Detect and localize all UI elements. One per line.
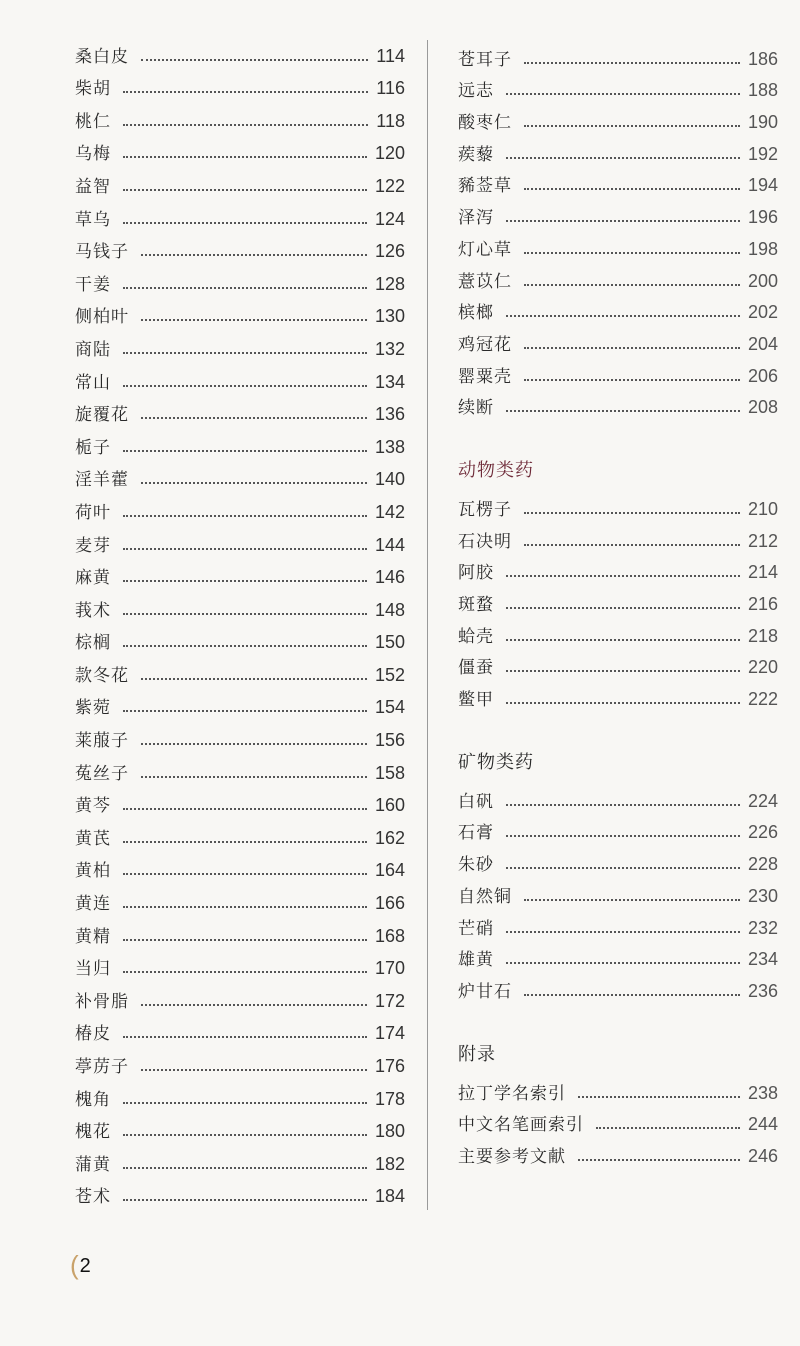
entry-page-number: 166 [374, 893, 405, 914]
toc-entry[interactable] [75, 979, 405, 1012]
toc-entry[interactable] [75, 34, 405, 67]
dot-leader [141, 743, 367, 745]
dot-leader [506, 607, 740, 609]
dot-leader [524, 379, 740, 381]
entry-title: 罂粟壳 [458, 366, 512, 387]
entry-page-number: 230 [747, 885, 778, 906]
entry-title: 紫菀 [75, 698, 111, 719]
entry-page-number: 190 [747, 112, 778, 133]
entry-page-number: 138 [374, 436, 405, 457]
toc-entry[interactable] [75, 490, 405, 523]
entry-page-number: 154 [374, 697, 405, 718]
toc-entry[interactable] [75, 816, 405, 849]
toc-entry[interactable] [458, 292, 778, 324]
entry-title: 鸡冠花 [458, 334, 512, 355]
dot-leader [141, 776, 367, 778]
toc-entry[interactable] [75, 360, 405, 393]
entry-page-number: 118 [376, 110, 405, 131]
toc-entry[interactable] [75, 653, 405, 686]
entry-page-number: 114 [376, 45, 405, 66]
dot-leader [123, 91, 368, 93]
dot-leader [123, 1134, 367, 1136]
entry-page-number: 184 [374, 1186, 405, 1207]
entry-page-number: 192 [747, 143, 778, 164]
entry-title: 槐花 [75, 1122, 111, 1143]
dot-leader [578, 1159, 740, 1161]
entry-page-number: 164 [374, 860, 405, 881]
dot-leader [141, 59, 368, 61]
entry-title: 蒲黄 [75, 1154, 111, 1175]
entry-page-number: 224 [747, 790, 778, 811]
toc-entry[interactable] [458, 165, 778, 197]
entry-page-number: 150 [374, 632, 405, 653]
entry-title: 益智 [75, 176, 111, 197]
dot-leader [524, 188, 740, 190]
toc-entry[interactable] [75, 67, 405, 100]
page-number [70, 1248, 91, 1279]
dot-leader [123, 873, 367, 875]
toc-entry[interactable] [75, 132, 405, 165]
toc-entry[interactable] [75, 881, 405, 914]
toc-entry[interactable] [458, 780, 778, 812]
toc-entry[interactable] [458, 355, 778, 387]
dot-leader [506, 315, 740, 317]
dot-leader [123, 156, 367, 158]
dot-leader [596, 1127, 740, 1129]
entry-title: 黄芪 [75, 828, 111, 849]
dot-leader [524, 347, 740, 349]
dot-leader [524, 252, 740, 254]
entry-title: 干姜 [75, 274, 111, 295]
entry-title: 麻黄 [75, 568, 111, 589]
entry-title: 莪术 [75, 600, 111, 621]
toc-entry[interactable] [75, 914, 405, 947]
toc-entry[interactable] [75, 784, 405, 817]
entry-page-number: 188 [747, 80, 778, 101]
column-divider [427, 40, 428, 1210]
entry-page-number: 178 [374, 1088, 405, 1109]
entry-title: 苍耳子 [458, 49, 512, 70]
entry-title: 桑白皮 [75, 46, 129, 67]
toc-entry[interactable] [75, 588, 405, 621]
entry-page-number: 194 [747, 175, 778, 196]
toc-entry[interactable] [458, 843, 778, 875]
entry-page-number: 234 [747, 949, 778, 970]
toc-entry[interactable] [458, 552, 778, 584]
dot-leader [123, 841, 367, 843]
entry-title: 莱菔子 [75, 731, 129, 752]
toc-entry[interactable] [458, 812, 778, 844]
entry-title: 朱砂 [458, 855, 494, 876]
entry-page-number: 146 [374, 567, 405, 588]
entry-page-number: 126 [374, 241, 405, 262]
toc-entry[interactable] [75, 718, 405, 751]
entry-page-number: 148 [374, 599, 405, 620]
entry-page-number: 158 [374, 762, 405, 783]
dot-leader [123, 548, 367, 550]
entry-title: 侧柏叶 [75, 307, 129, 328]
toc-entry[interactable] [458, 196, 778, 228]
entry-page-number: 168 [374, 925, 405, 946]
toc-entry[interactable] [458, 387, 778, 419]
entry-title: 常山 [75, 372, 111, 393]
dot-leader [578, 1096, 740, 1098]
entry-page-number: 208 [747, 397, 778, 418]
entry-title: 石膏 [458, 823, 494, 844]
toc-entry[interactable] [75, 686, 405, 719]
toc-entry[interactable] [75, 164, 405, 197]
toc-entry[interactable] [75, 1175, 405, 1208]
toc-entry[interactable] [75, 849, 405, 882]
entry-page-number: 186 [747, 48, 778, 69]
entry-page-number: 122 [374, 175, 405, 196]
dot-leader [141, 678, 367, 680]
section-heading: 动物类药 [458, 460, 534, 482]
dot-leader [506, 670, 740, 672]
entry-page-number: 162 [374, 827, 405, 848]
dot-leader [506, 157, 740, 159]
toc-entry[interactable] [75, 230, 405, 263]
dot-leader [123, 906, 367, 908]
entry-page-number: 200 [747, 270, 778, 291]
toc-entry[interactable] [458, 875, 778, 907]
entry-page-number: 180 [374, 1121, 405, 1142]
entry-page-number: 204 [747, 333, 778, 354]
toc-entry[interactable] [458, 520, 778, 552]
toc-entry[interactable] [458, 970, 778, 1002]
toc-entry[interactable] [75, 458, 405, 491]
entry-title: 黄柏 [75, 861, 111, 882]
dot-leader [123, 939, 367, 941]
dot-leader [141, 482, 367, 484]
dot-leader [123, 352, 367, 354]
dot-leader [123, 385, 367, 387]
toc-entry[interactable] [75, 621, 405, 654]
entry-title: 旋覆花 [75, 405, 129, 426]
dot-leader [506, 835, 740, 837]
toc-entry[interactable] [75, 1110, 405, 1143]
dot-leader [524, 284, 740, 286]
toc-entry[interactable] [458, 1135, 778, 1167]
entry-title: 棕榈 [75, 633, 111, 654]
toc-entry[interactable] [75, 947, 405, 980]
dot-leader [506, 931, 740, 933]
entry-page-number: 182 [374, 1153, 405, 1174]
entry-page-number: 170 [374, 958, 405, 979]
entry-page-number: 140 [374, 469, 405, 490]
toc-left-column [75, 34, 405, 1207]
entry-title: 苍术 [75, 1187, 111, 1208]
dot-leader [141, 254, 367, 256]
entry-title: 菟丝子 [75, 763, 129, 784]
entry-title: 续断 [458, 398, 494, 419]
entry-title: 马钱子 [75, 242, 129, 263]
toc-entry[interactable] [458, 1104, 778, 1136]
entry-page-number: 144 [374, 534, 405, 555]
toc-entry[interactable] [75, 197, 405, 230]
entry-title: 当归 [75, 959, 111, 980]
entry-page-number: 156 [374, 730, 405, 751]
toc-entry[interactable] [458, 678, 778, 710]
toc-entry[interactable] [458, 647, 778, 679]
dot-leader [506, 93, 740, 95]
entry-title: 桃仁 [75, 111, 111, 132]
entry-title: 商陆 [75, 339, 111, 360]
toc-entry[interactable] [75, 425, 405, 458]
entry-title: 灯心草 [458, 239, 512, 260]
dot-leader [506, 575, 740, 577]
toc-entry[interactable] [458, 101, 778, 133]
entry-title: 鳖甲 [458, 690, 494, 711]
dot-leader [524, 62, 740, 64]
toc-entry[interactable] [458, 488, 778, 520]
entry-page-number: 134 [374, 371, 405, 392]
entry-title: 柴胡 [75, 79, 111, 100]
dot-leader [506, 804, 740, 806]
toc-entry[interactable] [75, 1044, 405, 1077]
toc-entry[interactable] [458, 323, 778, 355]
toc-entry[interactable] [75, 751, 405, 784]
entry-title: 斑蝥 [458, 595, 494, 615]
section-heading: 矿物类药 [458, 752, 534, 774]
folio-bracket-icon: ( [70, 1250, 79, 1280]
toc-entry[interactable] [458, 133, 778, 165]
dot-leader [506, 410, 740, 412]
toc-entry[interactable] [458, 260, 778, 292]
entry-page-number: 196 [747, 207, 778, 228]
entry-page-number: 132 [374, 338, 405, 359]
entry-title: 乌梅 [75, 144, 111, 165]
entry-title: 拉丁学名索引 [458, 1083, 566, 1104]
dot-leader [123, 515, 367, 517]
dot-leader [524, 994, 740, 996]
entry-title: 蛤壳 [458, 626, 494, 647]
dot-leader [141, 417, 367, 419]
dot-leader [524, 512, 740, 514]
entry-title: 泽泻 [458, 208, 494, 229]
entry-title: 瓦楞子 [458, 499, 512, 520]
toc-entry[interactable] [458, 70, 778, 102]
dot-leader [123, 189, 367, 191]
entry-page-number: 128 [374, 273, 405, 294]
toc-entry[interactable] [75, 295, 405, 328]
entry-title: 槐角 [75, 1089, 111, 1110]
dot-leader [524, 544, 740, 546]
toc-entry[interactable] [75, 556, 405, 589]
entry-page-number: 206 [747, 365, 778, 386]
toc-entry[interactable] [458, 38, 778, 70]
page-number-text: 2 [79, 1255, 91, 1277]
toc-entry[interactable] [75, 262, 405, 295]
toc-entry[interactable] [458, 939, 778, 971]
entry-title: 槟榔 [458, 303, 494, 324]
entry-page-number: 226 [747, 822, 778, 843]
dot-leader [123, 971, 367, 973]
entry-title: 石决明 [458, 531, 512, 552]
entry-title: 草乌 [75, 209, 111, 230]
entry-title: 僵蚕 [458, 658, 494, 679]
entry-page-number: 244 [747, 1114, 778, 1135]
entry-title: 阿胶 [458, 563, 494, 584]
entry-page-number: 198 [747, 238, 778, 259]
entry-page-number: 236 [747, 980, 778, 1001]
dot-leader [123, 613, 367, 615]
toc-entry[interactable] [75, 327, 405, 360]
entry-title: 黄精 [75, 926, 111, 947]
entry-title: 芒硝 [458, 918, 494, 939]
entry-page-number: 202 [747, 302, 778, 323]
entry-page-number: 142 [374, 501, 405, 522]
entry-title: 酸枣仁 [458, 113, 512, 134]
entry-page-number: 218 [747, 625, 778, 646]
entry-page-number: 172 [374, 990, 405, 1011]
dot-leader [506, 962, 740, 964]
entry-title: 中文名笔画索引 [458, 1115, 584, 1136]
toc-entry[interactable] [458, 228, 778, 260]
dot-leader [123, 1167, 367, 1169]
entry-page-number: 210 [747, 498, 778, 519]
entry-page-number: 246 [747, 1145, 778, 1166]
entry-title: 白矾 [458, 791, 494, 812]
entry-title: 薏苡仁 [458, 271, 512, 292]
entry-title: 栀子 [75, 437, 111, 458]
dot-leader [123, 1036, 367, 1038]
entry-title: 款冬花 [75, 665, 129, 686]
entry-title: 黄连 [75, 894, 111, 915]
entry-page-number: 116 [376, 78, 405, 99]
entry-page-number: 232 [747, 917, 778, 938]
entry-title: 豨莶草 [458, 176, 512, 197]
toc-entry[interactable] [75, 99, 405, 132]
dot-leader [123, 710, 367, 712]
dot-leader [123, 1199, 367, 1201]
dot-leader [141, 319, 367, 321]
dot-leader [141, 1004, 367, 1006]
entry-page-number: 220 [747, 657, 778, 678]
dot-leader [524, 125, 740, 127]
entry-page-number: 176 [374, 1056, 405, 1076]
toc-entry[interactable] [75, 523, 405, 556]
entry-page-number: 214 [747, 562, 778, 583]
dot-leader [123, 580, 367, 582]
entry-title: 远志 [458, 81, 494, 102]
dot-leader [506, 867, 740, 869]
dot-leader [123, 1102, 367, 1104]
toc-entry[interactable] [458, 1072, 778, 1104]
toc-entry[interactable] [458, 615, 778, 647]
entry-page-number: 238 [747, 1082, 778, 1103]
toc-entry[interactable] [458, 907, 778, 939]
entry-title: 黄芩 [75, 796, 111, 817]
entry-title: 炉甘石 [458, 981, 512, 1002]
entry-title: 主要参考文献 [458, 1146, 566, 1167]
entry-title: 荷叶 [75, 502, 111, 523]
entry-page-number: 160 [374, 795, 405, 816]
entry-page-number: 130 [374, 306, 405, 327]
entry-title: 雄黄 [458, 950, 494, 971]
entry-title: 蒺藜 [458, 144, 494, 165]
entry-page-number: 222 [747, 689, 778, 710]
toc-entry[interactable] [75, 393, 405, 426]
entry-page-number: 120 [374, 143, 405, 164]
dot-leader [524, 899, 740, 901]
entry-title: 淫羊藿 [75, 470, 129, 491]
dot-leader [506, 702, 740, 704]
dot-leader [506, 639, 740, 641]
entry-page-number: 216 [747, 594, 778, 614]
dot-leader [123, 450, 367, 452]
dot-leader [123, 222, 367, 224]
dot-leader [506, 220, 740, 222]
entry-title: 椿皮 [75, 1024, 111, 1045]
entry-page-number: 124 [374, 208, 405, 229]
entry-title: 补骨脂 [75, 991, 129, 1012]
entry-page-number: 174 [374, 1023, 405, 1044]
entry-page-number: 212 [747, 530, 778, 551]
entry-title: 麦芽 [75, 535, 111, 556]
section-heading: 附录 [458, 1043, 496, 1065]
toc-entry[interactable] [75, 1077, 405, 1110]
dot-leader [123, 645, 367, 647]
dot-leader [123, 124, 368, 126]
dot-leader [141, 1069, 367, 1071]
entry-page-number: 136 [374, 404, 405, 425]
toc-entry[interactable] [75, 1012, 405, 1045]
entry-page-number: 228 [747, 854, 778, 875]
dot-leader [123, 287, 367, 289]
toc-entry[interactable] [458, 583, 778, 615]
entry-page-number: 152 [374, 664, 405, 685]
toc-right-column [458, 38, 778, 1167]
entry-title: 葶苈子 [75, 1057, 129, 1077]
toc-entry[interactable] [75, 1142, 405, 1175]
entry-title: 自然铜 [458, 886, 512, 907]
dot-leader [123, 808, 367, 810]
